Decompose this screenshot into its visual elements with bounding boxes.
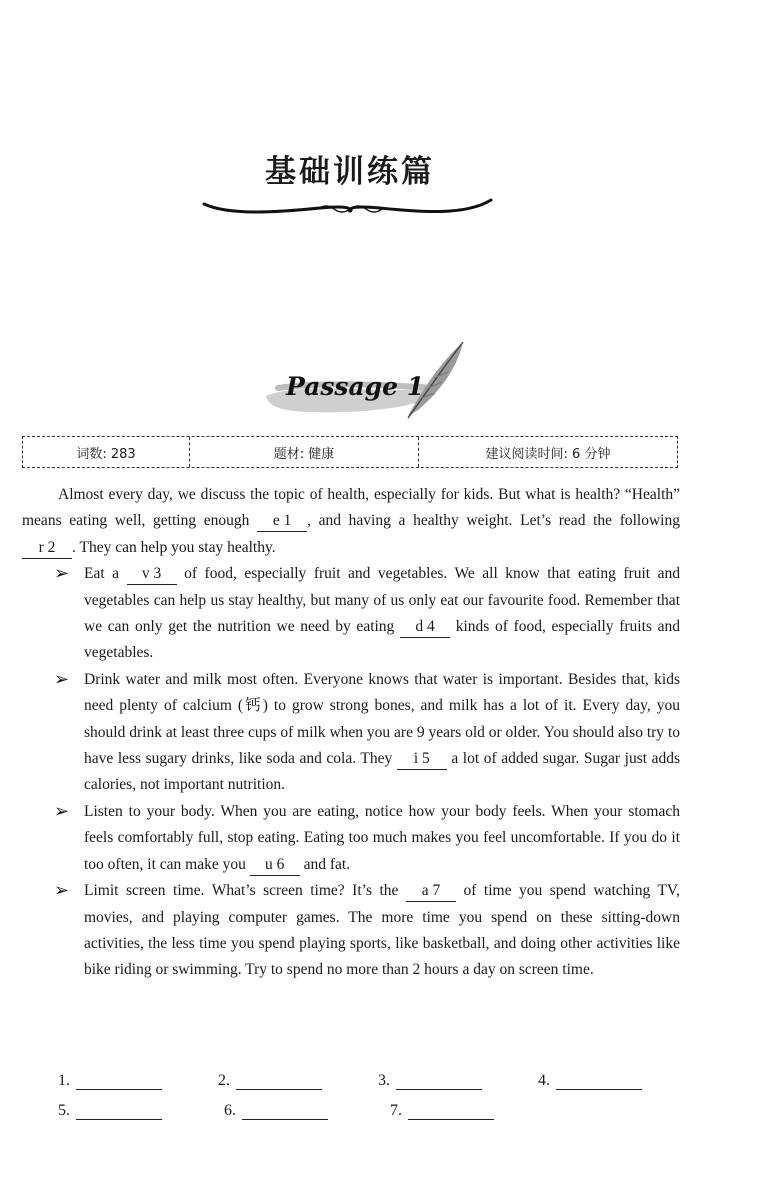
answer-line (76, 1073, 162, 1090)
blank-1: e 1 (257, 511, 307, 532)
blank-6: u 6 (250, 855, 300, 876)
answer-row (58, 1060, 698, 1090)
arrow-bullet-icon: ➢ (54, 880, 70, 902)
answer-line (408, 1103, 494, 1120)
blank-7: a 7 (406, 881, 456, 902)
blank-2: r 2 (22, 538, 72, 559)
arrow-bullet-icon: ➢ (54, 800, 70, 822)
ornament-divider-icon (200, 194, 495, 220)
word-count: 词数: 283 (23, 437, 190, 467)
answer-section (58, 1060, 698, 1120)
answer-slot-7: 7. (390, 1102, 556, 1120)
answer-line (76, 1103, 162, 1120)
blank-4: d 4 (400, 617, 450, 638)
arrow-bullet-icon: ➢ (54, 563, 70, 585)
answer-line (556, 1073, 642, 1090)
answer-slot-4: 4. (538, 1072, 698, 1090)
blank-3: v 3 (127, 564, 177, 585)
section-title: 基础训练篇 (265, 154, 435, 190)
answer-slot-5: 5. (58, 1102, 224, 1120)
answer-line (242, 1103, 328, 1120)
reading-time: 建议阅读时间: 6 分钟 (485, 446, 611, 462)
tips-list (22, 561, 680, 984)
list-item: ➢ Limit screen time. What’s screen time? It’s the a 7 of time you spend watching TV, movies, and playing computer games. The more time you spend on these sitting-down activities, the less time you spend playing sports, like basketball, and doing other activities like bike riding or swimming. Try to spend no more than 2 hours a day on screen time. (54, 880, 680, 979)
topic: 题材: 健康 (190, 437, 419, 467)
list-item: ➢ Eat a v 3 of food, especially fruit and vegetables. We all know that eating fruit and vegetables can help us stay healthy, but many of us only eat our favourite food. Remember that we can only get the nutrition we need by eating d 4 kinds of food, especially fruits and vegetables. (54, 563, 680, 662)
passage-info-box (22, 436, 678, 468)
passage-title: Passage 1 (286, 372, 425, 401)
intro-paragraph: Almost every day, we discuss the topic of health, especially for kids. But what is health? “Health” means eating well, getting enough e 1, and having a healthy weight. Let’s read the following r 2. They can help you stay healthy. (22, 482, 680, 561)
answer-slot-6: 6. (224, 1102, 390, 1120)
answer-line (396, 1073, 482, 1090)
answer-row (58, 1090, 698, 1120)
answer-slot-1: 1. (58, 1072, 218, 1090)
list-item: ➢ Drink water and milk most often. Everyone knows that water is important. Besides that, kids need plenty of calcium (钙) to grow strong bones, and milk has a lot of it. Every day, you should drink at least three cups of milk when you are 9 years old or older. You should also try to have less sugary drinks, like soda and cola. They i 5 a lot of added sugar. Sugar just adds calories, not important nutrition. (54, 668, 680, 794)
arrow-bullet-icon: ➢ (54, 668, 70, 690)
answer-slot-3: 3. (378, 1072, 538, 1090)
list-item: ➢ Listen to your body. When you are eating, notice how your body feels. When your stomach feels comfortably full, stop eating. Eating too much makes you feel uncomfortable. If you do it too often, it can make you u 6 and fat. (22, 799, 680, 878)
passage-body (22, 482, 680, 984)
answer-slot-2: 2. (218, 1072, 378, 1090)
answer-line (236, 1073, 322, 1090)
blank-5: i 5 (397, 749, 447, 770)
